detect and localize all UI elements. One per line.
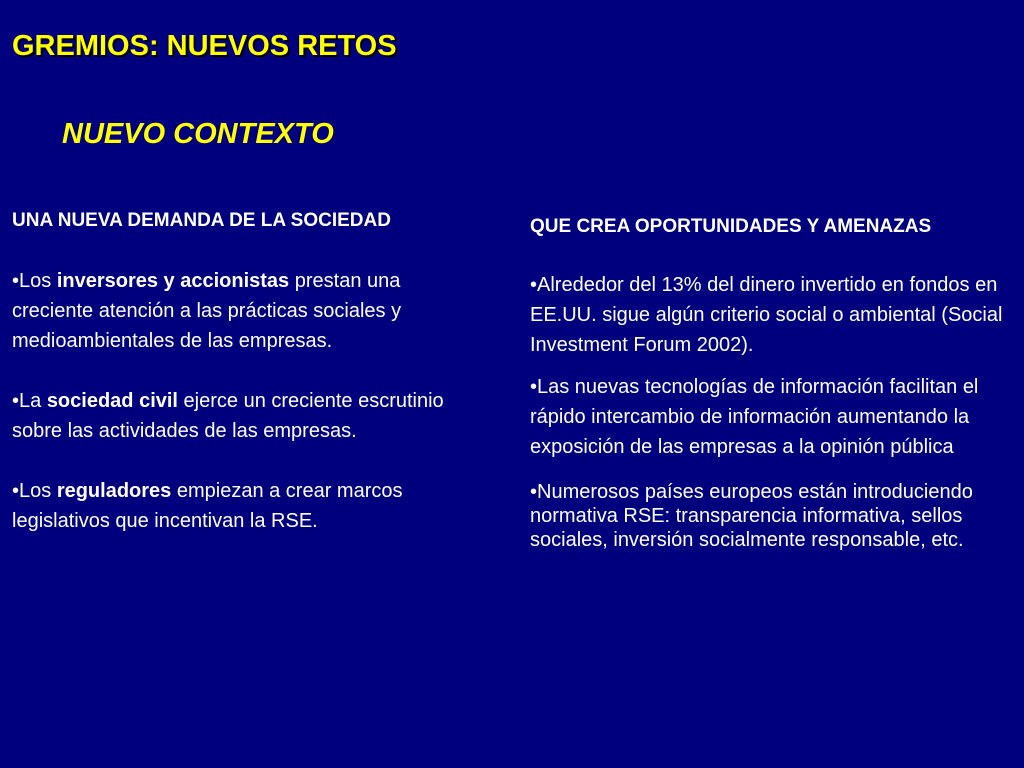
slide-subtitle: NUEVO CONTEXTO: [62, 118, 334, 150]
right-column: [530, 212, 1016, 564]
bullet-text: empiezan a crear marcos legislativos que incentivan la RSE.: [12, 480, 403, 532]
bullet-prefix: •Los: [12, 480, 57, 502]
bullet-text: prestan una creciente atención a las prácticas sociales y medioambientales de las empresas.: [12, 270, 402, 352]
right-bullet-investment-funds: •Alrededor del 13% del dinero invertido en fondos en EE.UU. sigue algún criterio social o ambiental (Social Investment Forum 2002).: [530, 274, 1003, 356]
bullet-prefix: •La: [12, 390, 47, 412]
left-column: [12, 206, 472, 566]
right-bullet-european-regulation: •Numerosos países europeos están introduciendo normativa RSE: transparencia informativa, sellos sociales, inversión socialmente responsable, etc.: [530, 481, 973, 551]
right-column-heading: QUE CREA OPORTUNIDADES Y AMENAZAS: [530, 216, 932, 237]
bullet-bold-term: sociedad civil: [46, 390, 178, 412]
left-bullet-investors: [12, 266, 472, 356]
bullet-bold-term: inversores y accionistas: [56, 270, 290, 292]
left-bullet-regulators: [12, 476, 472, 536]
right-bullet-information-technology: •Las nuevas tecnologías de información facilitan el rápido intercambio de información aumentando la exposición de las empresas a la opinión pública: [530, 376, 979, 458]
bullet-text: ejerce un creciente escrutinio sobre las actividades de las empresas.: [12, 390, 444, 442]
bullet-prefix: •Los: [12, 270, 57, 292]
bullet-bold-term: reguladores: [56, 480, 172, 502]
left-column-heading: UNA NUEVA DEMANDA DE LA SOCIEDAD: [12, 210, 391, 231]
left-bullet-civil-society: [12, 386, 472, 446]
slide-title: GREMIOS: NUEVOS RETOS: [12, 30, 397, 62]
